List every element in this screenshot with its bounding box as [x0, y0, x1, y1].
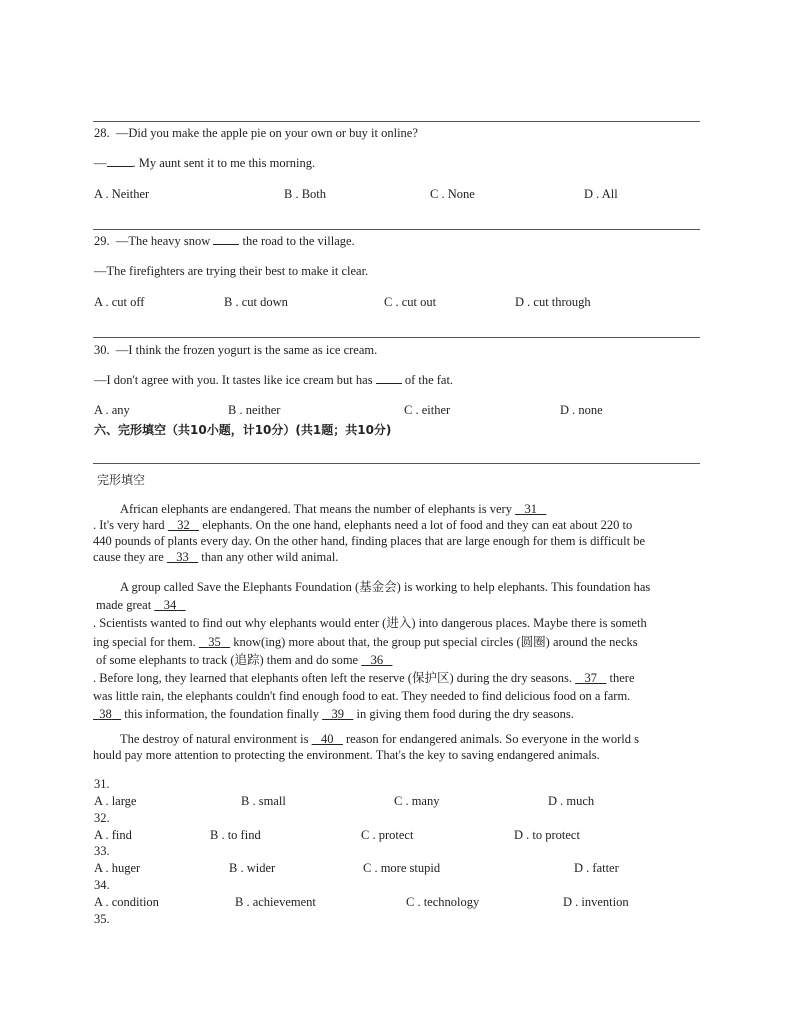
question-30-stem — [94, 343, 377, 358]
passage-paragraph-3 — [93, 731, 698, 763]
blank-number: 34 — [163, 598, 177, 613]
blank-31[interactable] — [515, 502, 546, 516]
answer-blank[interactable] — [107, 166, 133, 167]
reply-end: of the fat. — [404, 373, 454, 387]
blank-number: 33 — [176, 550, 189, 564]
text: of some elephants to track (追踪) them and do some — [96, 652, 362, 667]
question-30-reply — [94, 373, 453, 388]
blank-number: 39 — [331, 707, 345, 722]
text: hould pay more attention to protecting the environment. That's the key to saving endangered animals. — [93, 748, 600, 762]
reply-start: —I don't agree with you. It tastes like ice cream but has — [94, 373, 373, 387]
a31-option-b[interactable]: B . small — [241, 794, 286, 808]
a32-option-c[interactable]: C . protect — [361, 828, 414, 842]
a34-option-a[interactable]: A . condition — [94, 895, 159, 909]
text: The destroy of natural environment is — [120, 732, 312, 746]
q28-option-a[interactable]: A . Neither — [94, 187, 150, 201]
q28-option-c[interactable]: C . None — [430, 187, 475, 201]
divider — [93, 337, 700, 338]
text: than any other wild animal. — [198, 550, 339, 564]
blank-38[interactable] — [93, 707, 121, 721]
divider — [93, 463, 700, 464]
blank-35[interactable] — [199, 635, 230, 649]
blank-number: 35 — [208, 634, 221, 649]
answer-blank[interactable] — [213, 244, 239, 245]
stem-start: —The heavy snow — [115, 234, 211, 248]
a34-option-c[interactable]: C . technology — [406, 895, 480, 909]
a32-option-a[interactable]: A . find — [94, 828, 132, 842]
passage-paragraph-2 — [93, 578, 698, 724]
text: . It's very hard — [93, 518, 168, 532]
text: A group called Save the Elephants Foundation (基金会) is working to help elephants. This foundation has — [120, 580, 651, 594]
question-number: 28. — [94, 126, 110, 140]
blank-number: 36 — [370, 652, 384, 667]
section-subheading: 完形填空 — [97, 473, 146, 487]
text: . Before long, they learned that elephants often left the reserve (保护区) during the dry seasons. — [93, 671, 576, 686]
blank-40[interactable] — [312, 732, 343, 746]
question-text: —Did you make the apple pie on your own or buy it online? — [115, 126, 418, 140]
question-29-reply: —The firefighters are trying their best to make it clear. — [94, 264, 369, 278]
text: was little rain, the elephants couldn't find enough food to eat. They needed to find delicious food on a farm. — [93, 689, 631, 704]
question-28-stem — [94, 126, 418, 141]
a31-option-a[interactable]: A . large — [94, 794, 137, 808]
text: . Scientists wanted to find out why elephants would enter (进入) into dangerous places. Maybe there is someth — [93, 616, 647, 631]
a34-option-b[interactable]: B . achievement — [235, 895, 316, 909]
section-heading: 六、完形填空（共10小题，计10分）(共1题；共10分) — [94, 423, 392, 437]
answer-blank[interactable] — [376, 383, 402, 384]
a33-option-a[interactable]: A . huger — [94, 861, 141, 875]
q29-option-d[interactable]: D . cut through — [515, 295, 591, 309]
question-29-stem — [94, 234, 355, 249]
text: know(ing) more about that, the group put special circles (圆圈) around the necks — [230, 634, 638, 649]
q29-option-b[interactable]: B . cut down — [224, 295, 288, 309]
blank-number: 31 — [524, 502, 537, 516]
blank-37[interactable] — [575, 671, 606, 685]
blank-33[interactable] — [167, 550, 198, 564]
a31-option-d[interactable]: D . much — [548, 794, 595, 808]
question-28-reply — [94, 156, 315, 171]
divider — [93, 121, 700, 122]
answer-number-33: 33. — [94, 844, 110, 858]
q30-option-b[interactable]: B . neither — [228, 403, 281, 417]
answer-number-32: 32. — [94, 811, 110, 825]
a34-option-d[interactable]: D . invention — [563, 895, 629, 909]
passage-paragraph-1 — [93, 501, 698, 565]
a31-option-c[interactable]: C . many — [394, 794, 440, 808]
q30-option-d[interactable]: D . none — [560, 403, 603, 417]
question-number: 30. — [94, 343, 110, 357]
a32-option-b[interactable]: B . to find — [210, 828, 261, 842]
blank-number: 37 — [584, 671, 598, 686]
reply-start: — — [94, 156, 107, 170]
answer-number-34: 34. — [94, 878, 110, 892]
blank-39[interactable] — [322, 707, 353, 721]
q29-option-a[interactable]: A . cut off — [94, 295, 145, 309]
text: elephants. On the one hand, elephants need a lot of food and they can eat about 220 to — [199, 518, 633, 532]
blank-number: 40 — [321, 732, 334, 746]
answer-number-35: 35. — [94, 912, 110, 926]
question-text: —I think the frozen yogurt is the same as ice cream. — [115, 343, 378, 357]
blank-36[interactable] — [361, 653, 392, 667]
text: in giving them food during the dry seasons. — [353, 707, 574, 722]
text: cause they are — [93, 550, 167, 564]
a33-option-c[interactable]: C . more stupid — [363, 861, 441, 875]
text: African elephants are endangered. That means the number of elephants is very — [120, 502, 516, 516]
text: reason for endangered animals. So everyone in the world s — [342, 732, 639, 746]
text: 440 pounds of plants every day. On the other hand, finding places that are large enough for them is difficult be — [93, 534, 646, 548]
a33-option-b[interactable]: B . wider — [229, 861, 276, 875]
q29-option-c[interactable]: C . cut out — [384, 295, 437, 309]
blank-32[interactable] — [168, 518, 199, 532]
divider — [93, 229, 700, 230]
q30-option-c[interactable]: C . either — [404, 403, 451, 417]
text: there — [606, 671, 635, 686]
stem-end: the road to the village. — [242, 234, 355, 248]
blank-number: 38 — [99, 707, 112, 722]
a33-option-d[interactable]: D . fatter — [574, 861, 619, 875]
reply-end: . My aunt sent it to me this morning. — [132, 156, 316, 170]
blank-34[interactable] — [154, 598, 185, 612]
text: this information, the foundation finally — [121, 707, 323, 722]
text: ing special for them. — [93, 634, 199, 649]
text: made great — [96, 598, 155, 613]
q30-option-a[interactable]: A . any — [94, 403, 130, 417]
question-number: 29. — [94, 234, 110, 248]
q28-option-d[interactable]: D . All — [584, 187, 618, 201]
q28-option-b[interactable]: B . Both — [284, 187, 327, 201]
blank-number: 32 — [177, 518, 190, 532]
a32-option-d[interactable]: D . to protect — [514, 828, 580, 842]
answer-number-31: 31. — [94, 777, 110, 791]
